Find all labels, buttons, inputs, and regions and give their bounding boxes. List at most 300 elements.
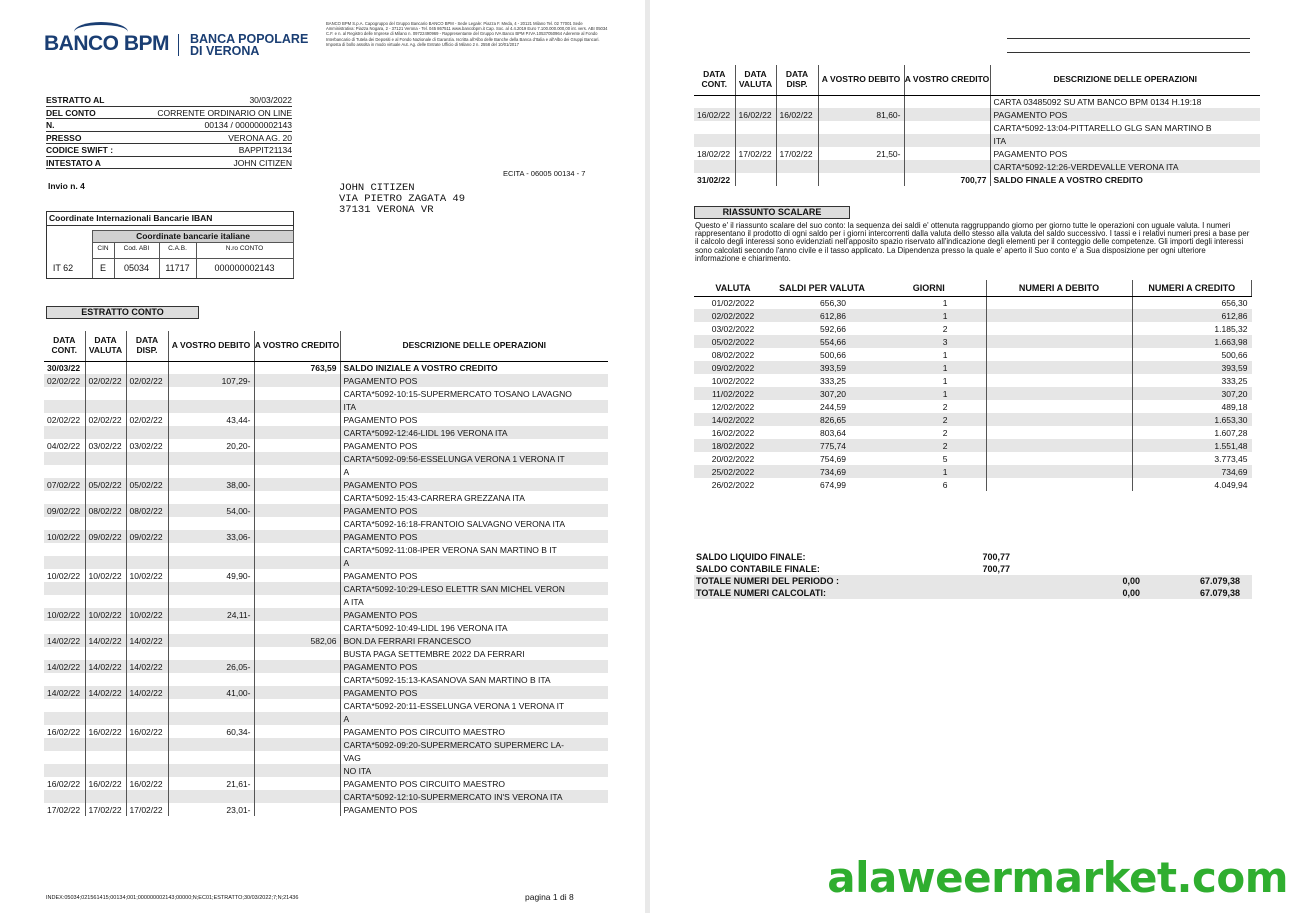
table-cell bbox=[126, 712, 168, 725]
table-cell bbox=[85, 699, 126, 712]
table-cell: 24,11- bbox=[168, 608, 254, 621]
table-cell: PAGAMENTO POS bbox=[343, 570, 418, 581]
table-cell: 2 bbox=[872, 439, 986, 452]
table-cell: PAGAMENTO POS bbox=[340, 374, 608, 387]
table-cell bbox=[254, 478, 340, 491]
table-cell bbox=[776, 134, 818, 147]
table-row bbox=[44, 465, 608, 478]
table-cell bbox=[126, 751, 168, 764]
table-cell: 41,00- bbox=[168, 686, 254, 699]
totals-value: 67.079,38 bbox=[1142, 587, 1252, 599]
table-cell bbox=[44, 517, 85, 530]
table-cell bbox=[126, 595, 168, 608]
table-cell: PAGAMENTO POS bbox=[340, 530, 608, 543]
table-cell: 02/02/22 bbox=[126, 374, 168, 387]
table-cell bbox=[904, 160, 990, 173]
table-cell bbox=[85, 764, 126, 777]
table-cell bbox=[85, 751, 126, 764]
iban-divider bbox=[92, 258, 294, 259]
column-header: DATA VALUTA bbox=[85, 331, 126, 361]
table-cell bbox=[986, 296, 1132, 309]
column-header: A VOSTRO DEBITO bbox=[818, 65, 904, 95]
table-cell bbox=[44, 556, 85, 569]
iban-header: Cod. ABI bbox=[123, 245, 150, 252]
table-cell: 826,65 bbox=[772, 413, 872, 426]
table-cell: 612,86 bbox=[772, 309, 872, 322]
table-cell: 60,34- bbox=[168, 725, 254, 738]
table-row bbox=[694, 322, 1252, 335]
iban-title: Coordinate Internazionali Bancarie IBAN bbox=[47, 212, 293, 226]
table-cell: 02/02/22 bbox=[44, 413, 85, 426]
table-cell bbox=[818, 95, 904, 108]
statement-page-2 bbox=[650, 0, 1300, 913]
column-header: DESCRIZIONE DELLE OPERAZIONI bbox=[340, 331, 608, 361]
bank-subtitle bbox=[190, 33, 310, 57]
section-title-estratto: ESTRATTO CONTO bbox=[46, 306, 199, 319]
table-row bbox=[44, 400, 608, 413]
table-cell bbox=[694, 95, 735, 108]
table-cell bbox=[254, 517, 340, 530]
info-value: VERONA AG. 20 bbox=[228, 132, 292, 143]
table-cell: 10/02/22 bbox=[126, 569, 168, 582]
totals-row bbox=[694, 575, 1252, 587]
table-cell: CARTA*5092-10:15-SUPERMERCATO TOSANO LAVAGNO bbox=[343, 388, 572, 399]
table-cell: 1 bbox=[872, 465, 986, 478]
table-cell bbox=[254, 686, 340, 699]
bank-subtitle-line1: BANCA POPOLARE bbox=[190, 32, 309, 46]
watermark: alaweermarket.com bbox=[827, 853, 1288, 902]
table-cell: 31/02/22 bbox=[694, 173, 735, 186]
table-row bbox=[694, 374, 1252, 387]
table-cell bbox=[254, 790, 340, 803]
table-cell bbox=[44, 491, 85, 504]
table-cell: 1.653,30 bbox=[1132, 413, 1252, 426]
table-cell: 08/02/2022 bbox=[711, 349, 755, 360]
table-cell bbox=[44, 673, 85, 686]
column-header: VALUTA bbox=[694, 280, 772, 296]
table-cell bbox=[126, 790, 168, 803]
table-row bbox=[44, 725, 608, 738]
table-cell: A bbox=[340, 712, 608, 725]
table-cell bbox=[986, 387, 1132, 400]
table-cell: 1.551,48 bbox=[1132, 439, 1252, 452]
table-cell: 2 bbox=[872, 400, 986, 413]
table-cell bbox=[126, 517, 168, 530]
table-cell bbox=[254, 413, 340, 426]
iban-value: E bbox=[99, 263, 106, 273]
info-row bbox=[46, 107, 292, 120]
table-cell bbox=[168, 361, 254, 374]
table-cell: 17/02/22 bbox=[735, 147, 776, 160]
iban-header: C.A.B. bbox=[168, 245, 187, 252]
table-row bbox=[44, 777, 608, 790]
table-cell: 16/02/22 bbox=[776, 108, 818, 121]
table-row bbox=[44, 634, 608, 647]
table-cell: 244,59 bbox=[820, 401, 846, 412]
table-cell: 05/02/2022 bbox=[694, 335, 772, 348]
table-row bbox=[44, 452, 608, 465]
table-cell: 700,77 bbox=[904, 173, 990, 186]
table-cell: 02/02/22 bbox=[44, 374, 85, 387]
table-row bbox=[44, 439, 608, 452]
info-label: CODICE SWIFT : bbox=[46, 145, 114, 155]
table-row bbox=[694, 426, 1252, 439]
totals-row bbox=[694, 587, 1252, 599]
table-cell: 1 bbox=[872, 387, 986, 400]
table-cell: 26,05- bbox=[168, 660, 254, 673]
table-cell: 26/02/2022 bbox=[711, 479, 755, 490]
table-cell bbox=[44, 738, 85, 751]
iban-header: N.ro CONTO bbox=[225, 245, 264, 252]
column-header: NUMERI A DEBITO bbox=[986, 280, 1132, 296]
column-header: A VOSTRO CREDITO bbox=[254, 331, 340, 361]
table-cell: CARTA 03485092 SU ATM BANCO BPM 0134 H.19:18 bbox=[993, 96, 1202, 107]
table-cell bbox=[126, 452, 168, 465]
totals-value: 0,00 bbox=[1012, 575, 1142, 587]
table-cell: 09/02/2022 bbox=[694, 361, 772, 374]
table-cell bbox=[254, 712, 340, 725]
table-cell bbox=[126, 738, 168, 751]
table-cell: BON.DA FERRARI FRANCESCO bbox=[340, 634, 608, 647]
info-row bbox=[46, 94, 292, 107]
table-cell: 14/02/22 bbox=[126, 634, 168, 647]
table-cell bbox=[254, 582, 340, 595]
table-cell: 18/02/22 bbox=[694, 147, 735, 160]
iban-value: 11717 bbox=[165, 263, 190, 273]
table-cell: 12/02/2022 bbox=[711, 401, 755, 412]
table-cell: 04/02/22 bbox=[44, 439, 85, 452]
table-row bbox=[694, 348, 1252, 361]
table-cell bbox=[126, 400, 168, 413]
table-cell bbox=[126, 543, 168, 556]
info-label: N. bbox=[46, 120, 55, 130]
table-cell: 307,20 bbox=[772, 387, 872, 400]
totals-value bbox=[934, 587, 1012, 599]
table-cell: 500,66 bbox=[1221, 349, 1248, 360]
table-cell bbox=[168, 465, 254, 478]
iban-divider bbox=[293, 243, 294, 278]
table-cell bbox=[168, 790, 254, 803]
legal-text: BANCO BPM S.p.A. Capogruppo del Gruppo Bancario BANCO BPM - Sede Legale: Piazza F. Meda, 4 - 20121 Milano Tel. 02 77001 Sede Amministrativa: Piazza Nogara, 2 - 37121 Verona - Tel. 045 867511 www.bancobpm.it Cap. Soc. al 4.4.2019 Euro 7.100.000.000,00 int. vers. ABI 05034 C.F. e n. al Registro delle Imprese di Milano n. 09722490969 - Rappresentante del Gruppo IVA Banco BPM P.IVA 10537050964 Aderente al Fondo Interbancario di Tutela dei Depositi e al Fondo Nazionale di Garanzia. Iscritta all'Albo delle Banche della Banca d'Italia e all'Albo dei Gruppi Bancari. Imposta di bollo assolta in modo virtuale Aut. Ag. delle Entrate Ufficio di Milano 2 n. 2558 del 10/01/2017 bbox=[326, 21, 608, 47]
table-cell: PAGAMENTO POS bbox=[340, 660, 608, 673]
table-cell: 10/02/22 bbox=[85, 608, 126, 621]
table-cell bbox=[44, 712, 85, 725]
table-cell bbox=[254, 491, 340, 504]
table-cell bbox=[126, 673, 168, 686]
table-cell: 17/02/22 bbox=[126, 803, 168, 816]
table-row bbox=[694, 296, 1252, 309]
info-value: 30/03/2022 bbox=[249, 95, 292, 105]
table-cell bbox=[168, 556, 254, 569]
table-cell bbox=[168, 387, 254, 400]
table-cell: CARTA*5092-20:11-ESSELUNGA VERONA 1 VERONA IT bbox=[343, 700, 565, 711]
table-cell: BUSTA PAGA SETTEMBRE 2022 DA FERRARI bbox=[343, 648, 525, 659]
table-cell: 14/02/22 bbox=[85, 634, 126, 647]
totals-label: TOTALE NUMERI CALCOLATI: bbox=[694, 587, 934, 599]
info-row bbox=[46, 144, 292, 157]
table-row bbox=[44, 738, 608, 751]
table-cell bbox=[85, 712, 126, 725]
table-row bbox=[44, 517, 608, 530]
table-cell bbox=[126, 426, 168, 439]
table-cell: 14/02/22 bbox=[44, 634, 85, 647]
table-cell bbox=[904, 134, 990, 147]
table-cell bbox=[44, 400, 85, 413]
table-cell bbox=[44, 621, 85, 634]
info-row bbox=[46, 119, 292, 132]
table-row bbox=[44, 803, 608, 816]
table-cell: 16/02/22 bbox=[694, 108, 735, 121]
table-cell bbox=[44, 387, 85, 400]
table-cell bbox=[126, 647, 168, 660]
table-cell: 81,60- bbox=[818, 108, 904, 121]
table-cell: 612,86 bbox=[1132, 309, 1252, 322]
column-header: DATA DISP. bbox=[126, 331, 168, 361]
scalare-table bbox=[694, 280, 1252, 491]
table-cell bbox=[85, 517, 126, 530]
table-cell bbox=[986, 309, 1132, 322]
table-cell bbox=[776, 160, 818, 173]
table-cell bbox=[168, 712, 254, 725]
table-cell bbox=[904, 95, 990, 108]
table-row bbox=[694, 335, 1252, 348]
statement-page-1 bbox=[0, 0, 645, 913]
table-cell: PAGAMENTO POS CIRCUITO MAESTRO bbox=[343, 778, 506, 789]
invio-number: Invio n. 4 bbox=[48, 181, 85, 191]
table-cell: 08/02/22 bbox=[85, 504, 126, 517]
table-cell bbox=[85, 582, 126, 595]
table-cell: 09/02/22 bbox=[85, 530, 126, 543]
table-cell bbox=[85, 387, 126, 400]
table-cell bbox=[168, 543, 254, 556]
table-cell: 23,01- bbox=[168, 803, 254, 816]
table-row bbox=[694, 465, 1252, 478]
table-row bbox=[44, 608, 608, 621]
column-header: A VOSTRO DEBITO bbox=[168, 331, 254, 361]
bank-logo: BANCO BPM bbox=[44, 32, 169, 55]
table-cell bbox=[735, 121, 776, 134]
column-header: DATA VALUTA bbox=[735, 65, 776, 95]
table-cell: 16/02/22 bbox=[735, 108, 776, 121]
table-cell: 307,20 bbox=[1132, 387, 1252, 400]
iban-header: CIN bbox=[97, 245, 109, 252]
table-cell: 674,99 bbox=[820, 479, 846, 490]
table-cell bbox=[85, 426, 126, 439]
table-cell bbox=[44, 790, 85, 803]
table-cell: 16/02/2022 bbox=[711, 427, 755, 438]
table-cell bbox=[818, 134, 904, 147]
table-row bbox=[44, 543, 608, 556]
table-cell: 03/02/22 bbox=[85, 439, 126, 452]
table-cell: 592,66 bbox=[820, 323, 846, 334]
table-cell: 49,90- bbox=[168, 569, 254, 582]
table-cell: VAG bbox=[343, 752, 361, 763]
table-cell: PAGAMENTO POS bbox=[340, 686, 608, 699]
table-cell: 08/02/22 bbox=[126, 504, 168, 517]
table-cell bbox=[168, 634, 254, 647]
table-cell: 09/02/22 bbox=[126, 530, 168, 543]
table-row bbox=[694, 400, 1252, 413]
info-value: CORRENTE ORDINARIO ON LINE bbox=[157, 107, 292, 118]
table-cell: 09/02/22 bbox=[44, 504, 85, 517]
table-cell: 20,20- bbox=[168, 439, 254, 452]
table-cell bbox=[168, 647, 254, 660]
table-row bbox=[44, 764, 608, 777]
table-cell: 11/02/2022 bbox=[694, 387, 772, 400]
table-cell bbox=[254, 504, 340, 517]
table-cell bbox=[254, 426, 340, 439]
table-cell bbox=[44, 465, 85, 478]
table-row bbox=[44, 387, 608, 400]
table-cell: PAGAMENTO POS bbox=[993, 148, 1068, 159]
table-cell bbox=[44, 452, 85, 465]
info-row bbox=[46, 132, 292, 145]
table-cell: 05/02/22 bbox=[126, 478, 168, 491]
table-cell: 2 bbox=[872, 413, 986, 426]
table-cell: 803,64 bbox=[820, 427, 846, 438]
table-cell: 17/02/22 bbox=[85, 803, 126, 816]
totals-row bbox=[694, 551, 1252, 563]
table-header-row bbox=[44, 331, 608, 361]
table-row bbox=[44, 491, 608, 504]
table-cell: 1.185,32 bbox=[1214, 323, 1248, 334]
table-row bbox=[694, 95, 1260, 108]
totals-value: 67.079,38 bbox=[1142, 575, 1252, 587]
table-cell bbox=[254, 673, 340, 686]
bank-subtitle-line2: DI VERONA bbox=[190, 44, 260, 58]
address-line: VIA PIETRO ZAGATA 49 bbox=[339, 193, 466, 205]
totals-table bbox=[694, 551, 1252, 599]
table-cell: 02/02/22 bbox=[85, 374, 126, 387]
iban-box bbox=[46, 211, 294, 279]
table-cell: 03/02/22 bbox=[126, 439, 168, 452]
table-cell: A bbox=[340, 556, 608, 569]
table-cell bbox=[126, 491, 168, 504]
table-row bbox=[44, 374, 608, 387]
table-cell: 16/02/22 bbox=[85, 725, 126, 738]
table-cell: 54,00- bbox=[168, 504, 254, 517]
column-header: DATA CONT. bbox=[44, 331, 85, 361]
table-cell: 14/02/2022 bbox=[694, 413, 772, 426]
table-cell bbox=[168, 673, 254, 686]
table-cell: 2 bbox=[872, 322, 986, 335]
info-value: JOHN CITIZEN bbox=[233, 157, 292, 168]
table-cell bbox=[254, 660, 340, 673]
table-cell: A bbox=[343, 466, 350, 477]
table-cell bbox=[776, 173, 818, 186]
riassunto-note: Questo e' il riassunto scalare del suo conto: la sequenza dei saldi e' ottenuta raggruppando giorno per giorno tutte le operazioni con uguale valuta. I numeri rappresentano il prodotto di ogni saldo per i giorni intercorrenti dalla valuta dello stesso alla valuta del saldo successivo. I tassi e i relativi numeri presi a base per il calcolo degli interessi sono evidenziati nell'apposito spazio riservato all'indicazione degli elementi per il conteggio delle competenze. Gli importi degli interessi sono calcolati secondo l'anno civile e il tasso applicato. La Dipendenza presso la quale e' aperto il Suo conto e' a Sua disposizione per ogni ulteriore informazione e chiarimento. bbox=[695, 221, 1250, 263]
column-header: NUMERI A CREDITO bbox=[1132, 280, 1252, 296]
table-cell bbox=[254, 777, 340, 790]
table-row bbox=[44, 699, 608, 712]
table-cell bbox=[904, 147, 990, 160]
table-cell bbox=[168, 517, 254, 530]
table-cell bbox=[168, 452, 254, 465]
table-row bbox=[694, 309, 1252, 322]
info-value: BAPPIT21134 bbox=[238, 145, 292, 155]
info-label: ESTRATTO AL bbox=[46, 95, 105, 105]
recipient-address bbox=[339, 183, 465, 216]
table-cell bbox=[776, 121, 818, 134]
table-cell bbox=[168, 699, 254, 712]
table-cell bbox=[85, 361, 126, 374]
table-cell bbox=[168, 400, 254, 413]
table-cell bbox=[776, 95, 818, 108]
table-cell: 754,69 bbox=[820, 453, 846, 464]
totals-label: SALDO CONTABILE FINALE: bbox=[696, 563, 820, 574]
table-row bbox=[44, 426, 608, 439]
info-label: DEL CONTO bbox=[46, 107, 96, 118]
table-cell bbox=[254, 608, 340, 621]
table-cell bbox=[85, 556, 126, 569]
table-cell: 10/02/22 bbox=[85, 569, 126, 582]
iban-country: IT 62 bbox=[52, 263, 74, 273]
table-row bbox=[694, 361, 1252, 374]
table-cell: 16/02/22 bbox=[85, 777, 126, 790]
table-cell: PAGAMENTO POS bbox=[343, 414, 418, 425]
table-cell: 02/02/2022 bbox=[694, 309, 772, 322]
table-cell: NO ITA bbox=[340, 764, 608, 777]
table-row bbox=[44, 413, 608, 426]
table-cell bbox=[818, 173, 904, 186]
movements-table bbox=[44, 331, 608, 816]
table-cell bbox=[735, 95, 776, 108]
header-line bbox=[1007, 52, 1250, 53]
table-cell: 14/02/22 bbox=[126, 660, 168, 673]
table-cell: 18/02/2022 bbox=[694, 439, 772, 452]
table-row bbox=[44, 647, 608, 660]
section-title-riassunto: RIASSUNTO SCALARE bbox=[694, 206, 850, 219]
table-cell bbox=[254, 556, 340, 569]
column-header: DESCRIZIONE DELLE OPERAZIONI bbox=[990, 65, 1260, 95]
table-cell: 656,30 bbox=[820, 297, 846, 308]
table-cell: CARTA*5092-13:04-PITTARELLO GLG SAN MARTINO B bbox=[993, 122, 1212, 133]
table-header-row bbox=[694, 65, 1260, 95]
table-cell bbox=[85, 647, 126, 660]
table-cell: 763,59 bbox=[254, 361, 340, 374]
table-cell: 16/02/22 bbox=[44, 725, 85, 738]
table-cell bbox=[44, 699, 85, 712]
table-cell bbox=[126, 556, 168, 569]
table-cell bbox=[168, 764, 254, 777]
table-row bbox=[694, 387, 1252, 400]
table-cell bbox=[986, 374, 1132, 387]
table-cell: 03/02/2022 bbox=[711, 323, 755, 334]
table-row bbox=[44, 556, 608, 569]
table-cell bbox=[85, 595, 126, 608]
table-cell: 775,74 bbox=[772, 439, 872, 452]
table-cell: 107,29- bbox=[168, 374, 254, 387]
table-cell bbox=[168, 582, 254, 595]
table-cell bbox=[254, 595, 340, 608]
table-cell: 38,00- bbox=[168, 478, 254, 491]
table-row bbox=[694, 452, 1252, 465]
table-row bbox=[44, 582, 608, 595]
table-cell bbox=[986, 400, 1132, 413]
table-cell: 1 bbox=[872, 296, 986, 309]
table-cell bbox=[735, 134, 776, 147]
table-row bbox=[694, 173, 1260, 186]
table-cell: PAGAMENTO POS bbox=[340, 478, 608, 491]
address-line: 37131 VERONA VR bbox=[339, 204, 434, 216]
table-cell: 500,66 bbox=[820, 349, 846, 360]
table-cell bbox=[85, 452, 126, 465]
table-cell: 16/02/22 bbox=[126, 777, 168, 790]
table-cell bbox=[254, 374, 340, 387]
table-cell: 6 bbox=[872, 478, 986, 491]
table-row bbox=[44, 712, 608, 725]
table-cell: 21,50- bbox=[818, 147, 904, 160]
